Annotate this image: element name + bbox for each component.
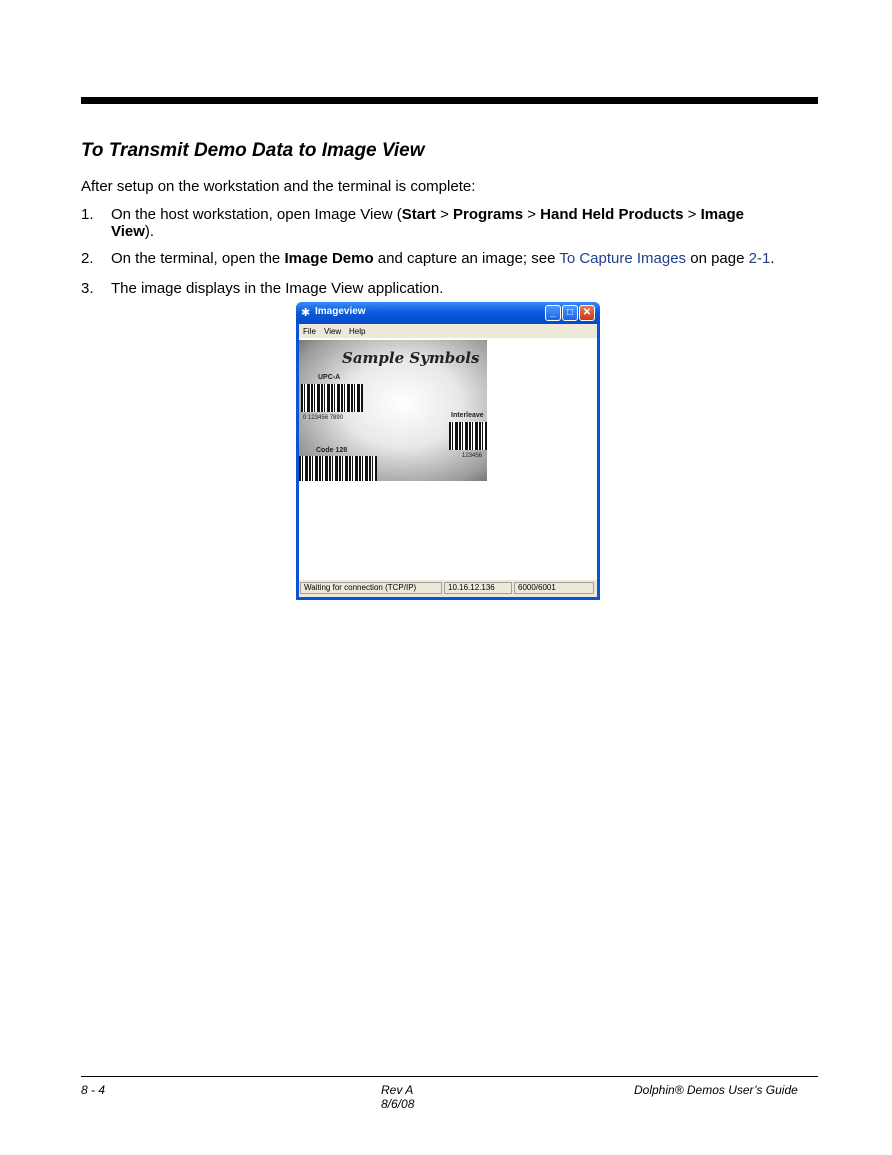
- bold-run: Hand Held Products: [540, 206, 684, 223]
- window-title: Imageview: [315, 306, 366, 317]
- text-run: on page: [686, 250, 749, 267]
- bold-run: View: [111, 223, 145, 240]
- menu-file[interactable]: File: [303, 327, 316, 336]
- imageview-window: [296, 302, 600, 600]
- footer-revision: Rev A: [381, 1083, 414, 1097]
- text-run: >: [523, 206, 541, 223]
- interleave-label: Interleave: [451, 412, 484, 419]
- text-run: ).: [144, 223, 155, 240]
- step-number: 2.: [81, 250, 94, 267]
- footer-page-number: 8 - 4: [81, 1083, 106, 1097]
- capture-images-link[interactable]: To Capture Images: [559, 250, 687, 267]
- page-link[interactable]: 2-1: [748, 250, 771, 267]
- close-button[interactable]: ✕: [579, 305, 595, 321]
- interleave-barcode: [449, 422, 487, 450]
- text-run: On the terminal, open the: [111, 250, 285, 267]
- bottom-rule: [81, 1076, 818, 1077]
- status-ports: 6000/6001: [514, 582, 594, 594]
- step-number: 1.: [81, 206, 94, 223]
- bold-run: Start: [401, 206, 436, 223]
- step-text: [111, 206, 811, 240]
- text-run: On the host workstation, open Image View (: [111, 206, 402, 223]
- text-run: .: [770, 250, 775, 267]
- bold-run: Image: [700, 206, 744, 223]
- menu-help[interactable]: Help: [349, 327, 366, 336]
- intro-text: After setup on the workstation and the terminal is complete:: [81, 178, 476, 195]
- menu-bar: [299, 324, 597, 338]
- step-text: [111, 250, 811, 267]
- upc-digits: 0 123456 7890: [303, 415, 344, 421]
- bold-run: Programs: [453, 206, 524, 223]
- bold-run: Image Demo: [284, 250, 374, 267]
- app-icon: ✱: [301, 307, 311, 319]
- code128-barcode: [299, 456, 377, 481]
- minimize-button[interactable]: _: [545, 305, 561, 321]
- text-run: >: [435, 206, 454, 223]
- text-run: >: [683, 206, 701, 223]
- maximize-button[interactable]: □: [562, 305, 578, 321]
- status-bar: [299, 580, 597, 597]
- menu-view[interactable]: View: [324, 327, 342, 336]
- footer-date: 8/6/08: [381, 1097, 415, 1111]
- captured-image: [299, 340, 487, 481]
- step-number: 3.: [81, 280, 94, 297]
- code128-label: Code 128: [316, 447, 348, 454]
- text-run: and capture an image; see: [373, 250, 560, 267]
- window-client: [299, 324, 597, 597]
- top-rule: [81, 97, 818, 104]
- status-connection: Waiting for connection (TCP/IP): [300, 582, 442, 594]
- interleave-digits: 123456: [462, 453, 483, 459]
- footer-guide-title: Dolphin® Demos User’s Guide: [634, 1083, 798, 1097]
- image-title: Sample Symbols: [342, 349, 480, 367]
- upc-barcode: [301, 384, 363, 412]
- upc-label: UPC-A: [318, 374, 341, 381]
- step-text: [111, 280, 811, 297]
- text-run: The image displays in the Image View application.: [111, 280, 444, 297]
- title-bar[interactable]: [296, 302, 600, 324]
- section-heading: To Transmit Demo Data to Image View: [81, 140, 425, 161]
- status-ip: 10.16.12.136: [444, 582, 512, 594]
